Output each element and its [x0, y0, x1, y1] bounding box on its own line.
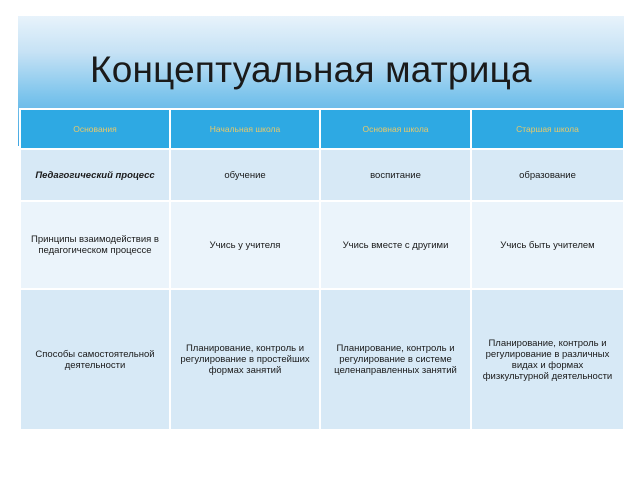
table-row: [20, 149, 624, 201]
table-header-row: [20, 109, 624, 149]
header-cell-basis: Основания: [20, 109, 170, 149]
table-cell: Планирование, контроль и регулирование в системе целенаправленных занятий: [320, 289, 471, 430]
table-row: [20, 201, 624, 289]
table-row: [20, 289, 624, 430]
table-cell: воспитание: [320, 149, 471, 201]
header-cell-senior-school: Старшая школа: [471, 109, 624, 149]
slide-title: Концептуальная матрица: [90, 49, 532, 90]
header-cell-basic-school: Основная школа: [320, 109, 471, 149]
table-cell: обучение: [170, 149, 320, 201]
table-cell: Учись у учителя: [170, 201, 320, 289]
table-cell: Планирование, контроль и регулирование в простейших формах занятий: [170, 289, 320, 430]
table-cell: Учись вместе с другими: [320, 201, 471, 289]
table-cell: образование: [471, 149, 624, 201]
row-label-pedagogical-process: Педагогический процесс: [20, 149, 170, 201]
concept-matrix-table: [19, 108, 625, 431]
row-label-principles: Принципы взаимодействия в педагогическом процессе: [20, 201, 170, 289]
header-cell-primary-school: Начальная школа: [170, 109, 320, 149]
table-cell: Учись быть учителем: [471, 201, 624, 289]
table-cell: Планирование, контроль и регулирование в различных видах и формах физкультурной деятельности: [471, 289, 624, 430]
row-label-activity-methods: Способы самостоятельной деятельности: [20, 289, 170, 430]
